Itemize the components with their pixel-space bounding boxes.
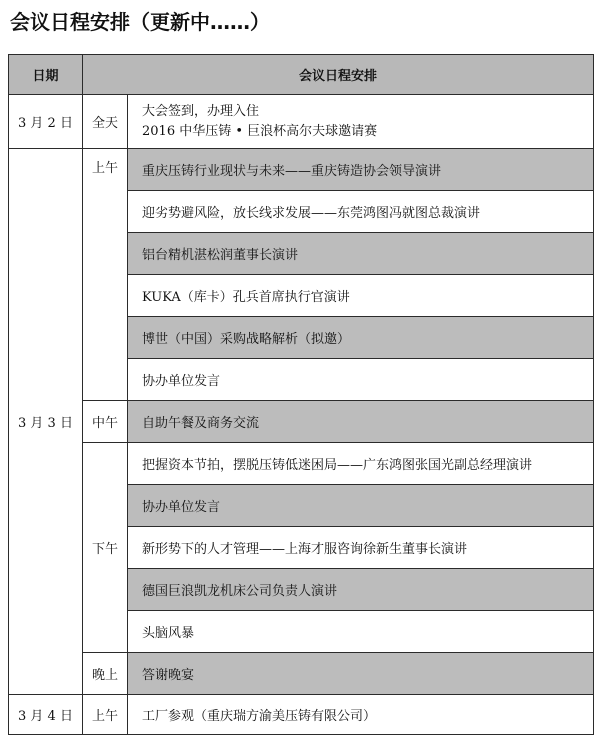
schedule-item — [128, 95, 594, 149]
period-cell: 晚上 — [83, 653, 128, 695]
schedule-item: 把握资本节拍，摆脱压铸低迷困局——广东鸿图张国光副总经理演讲 — [128, 443, 594, 485]
schedule-item: 答谢晚宴 — [128, 653, 594, 695]
schedule-item: 头脑风暴 — [128, 611, 594, 653]
schedule-item: 重庆压铸行业现状与未来——重庆铸造协会领导演讲 — [128, 149, 594, 191]
schedule-table — [8, 54, 594, 735]
page-title: 会议日程安排（更新中……） — [10, 10, 270, 34]
table-row — [9, 149, 594, 191]
schedule-item-line: 大会签到，办理入住 — [142, 103, 260, 119]
date-cell: 3 月 2 日 — [9, 95, 83, 149]
date-cell: 3 月 4 日 — [9, 695, 83, 735]
table-row — [9, 401, 594, 443]
schedule-item: 工厂参观（重庆瑞方渝美压铸有限公司） — [128, 695, 594, 735]
schedule-item: 协办单位发言 — [128, 359, 594, 401]
table-header-row — [9, 55, 594, 95]
header-date: 日期 — [9, 55, 83, 95]
table-row — [9, 695, 594, 735]
date-cell: 3 月 3 日 — [9, 149, 83, 695]
schedule-item: 博世（中国）采购战略解析（拟邀） — [128, 317, 594, 359]
header-schedule: 会议日程安排 — [83, 55, 594, 95]
schedule-item-line: 2016 中华压铸 • 巨浪杯高尔夫球邀请赛 — [142, 123, 378, 139]
schedule-item: 迎劣势避风险，放长线求发展——东莞鸿图冯就图总裁演讲 — [128, 191, 594, 233]
table-row — [9, 95, 594, 149]
table-row — [9, 443, 594, 485]
schedule-item: 铝台精机湛松润董事长演讲 — [128, 233, 594, 275]
period-cell: 上午 — [83, 149, 128, 401]
period-cell: 上午 — [83, 695, 128, 735]
schedule-item: 德国巨浪凯龙机床公司负责人演讲 — [128, 569, 594, 611]
period-cell: 全天 — [83, 95, 128, 149]
period-cell: 下午 — [83, 443, 128, 653]
schedule-item: KUKA（库卡）孔兵首席执行官演讲 — [128, 275, 594, 317]
period-cell: 中午 — [83, 401, 128, 443]
schedule-item: 新形势下的人才管理——上海才服咨询徐新生董事长演讲 — [128, 527, 594, 569]
schedule-item: 自助午餐及商务交流 — [128, 401, 594, 443]
table-row — [9, 653, 594, 695]
schedule-item: 协办单位发言 — [128, 485, 594, 527]
